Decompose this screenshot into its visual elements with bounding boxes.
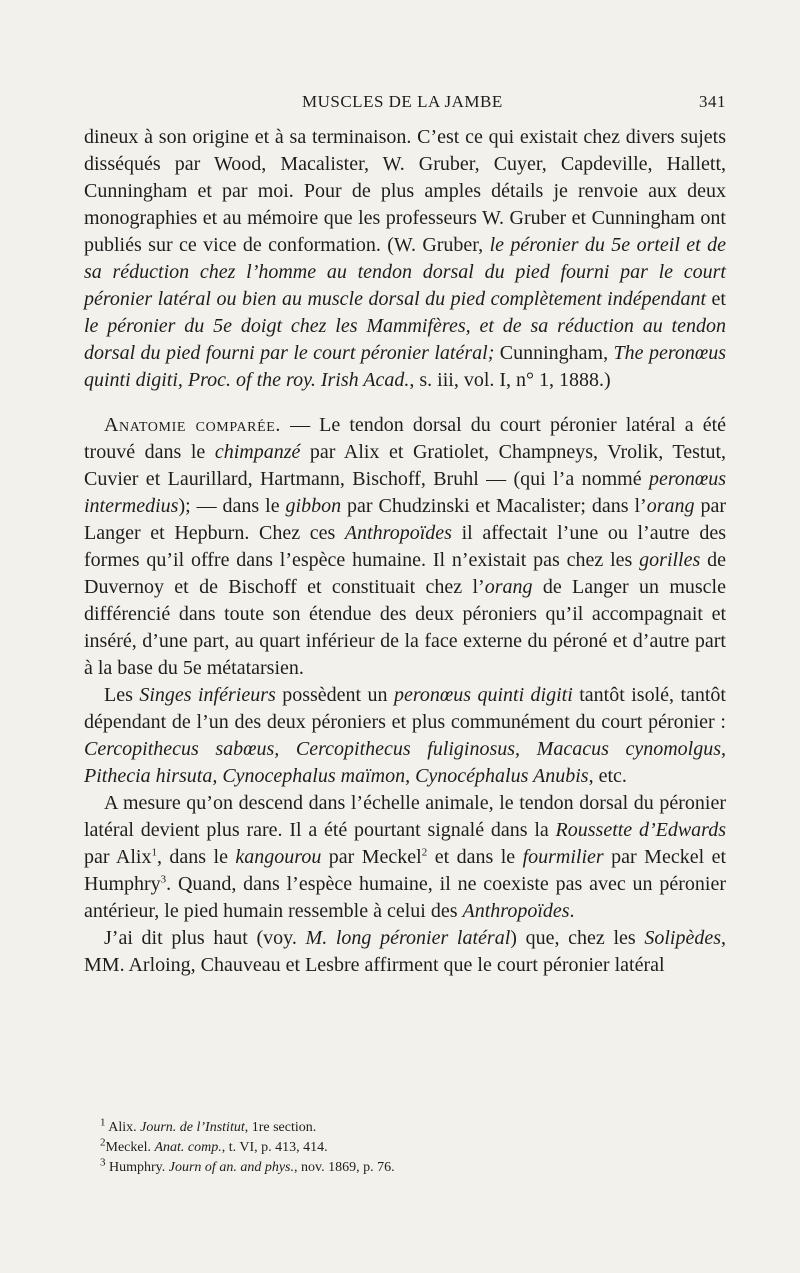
footnote-1 bbox=[100, 1118, 720, 1138]
running-header bbox=[84, 92, 726, 116]
footnote-ref[interactable]: 1 bbox=[151, 846, 157, 859]
footnotes bbox=[100, 1118, 720, 1178]
text-span: il affectait l’une ou l’autre des formes qu’il offre dans l’espèce humaine. Il n’existait pas chez les bbox=[84, 522, 726, 571]
footnote-mark: 3 bbox=[100, 1156, 106, 1169]
footnote-ref[interactable]: 2 bbox=[421, 846, 428, 859]
footnote-text: Meckel. bbox=[105, 1140, 155, 1155]
running-title: MUSCLES DE LA JAMBE bbox=[302, 92, 503, 111]
italic-span: orang bbox=[646, 495, 695, 517]
italic-span: The peronœus quinti digiti, Proc. of the roy. Irish Acad. bbox=[84, 342, 726, 391]
italic-span: Cercopithecus sabœus, Cercopithecus fuliginosus, Macacus cynomolgus, Pithecia hirsuta, Cynocephalus maïmon, Cynocéphalus Anubis bbox=[84, 738, 726, 787]
section-heading: Anatomie comparée. bbox=[104, 414, 282, 436]
italic-span: le péronier du 5e orteil et de sa réduction chez l’homme au tendon dorsal du pied fourni par le court péronier latéral ou bien au muscle dorsal du pied complètement indépendant bbox=[84, 234, 726, 310]
text-span: possèdent un bbox=[275, 684, 394, 706]
footnote-text: Alix. bbox=[105, 1120, 141, 1135]
italic-span: gorilles bbox=[639, 549, 701, 571]
text-span: Les bbox=[104, 684, 140, 706]
paragraph-anatomie-comparee bbox=[84, 412, 726, 682]
footnote-text: Humphry. bbox=[105, 1160, 169, 1175]
text-span: . Quand, dans l’espèce humaine, il ne coexiste pas avec un péronier antérieur, le pied humain ressemble à celui des bbox=[84, 873, 726, 922]
text-span: tantôt isolé, tantôt dépendant de l’un des deux péroniers et plus communément du court péronier : bbox=[84, 684, 726, 733]
text-span: J’ai dit plus haut (voy. bbox=[104, 927, 306, 949]
paragraph-singes bbox=[84, 682, 726, 790]
italic-span: le péronier du 5e doigt chez les Mammifères, et de sa réduction au tendon dorsal du pied fourni par le court péronier latéral; bbox=[84, 315, 726, 364]
text-span: de Langer un muscle différencié dans toute son étendue des deux péroniers qu’il accompagnait et inséré, d’une part, au quart inférieur de la face externe du péroné et d’autre part à la base du 5e métatarsien. bbox=[84, 576, 726, 679]
footnote-3 bbox=[100, 1158, 720, 1178]
text-span: par Chudzinski et Macalister; dans l’ bbox=[341, 495, 647, 517]
text-span: de Duvernoy et de Bischoff et constituait chez l’ bbox=[84, 549, 726, 598]
italic-span: Anthropoïdes bbox=[344, 522, 452, 544]
italic-span: peronœus intermedius bbox=[84, 468, 726, 517]
paragraph-echelle-animale bbox=[84, 790, 726, 925]
paragraph-solipedes bbox=[84, 925, 726, 979]
italic-span: peronœus quinti digiti bbox=[393, 684, 573, 706]
text-span: et bbox=[706, 288, 726, 310]
italic-span: kangourou bbox=[235, 846, 322, 868]
text-span: A mesure qu’on descend dans l’échelle animale, le tendon dorsal du péronier latéral devient plus rare. Il a été pourtant signalé dans la bbox=[84, 792, 726, 841]
italic-span: gibbon bbox=[285, 495, 342, 517]
italic-span: Anthropoïdes bbox=[462, 900, 570, 922]
text-span: Cunningham, bbox=[494, 342, 614, 364]
footnote-italic: Journ of an. and phys. bbox=[168, 1160, 294, 1175]
main-text bbox=[84, 124, 726, 979]
paragraph-1 bbox=[84, 124, 726, 394]
footnote-text: , nov. 1869, p. 76. bbox=[293, 1160, 395, 1175]
text-span: ); — dans le bbox=[178, 495, 286, 517]
italic-span: orang bbox=[484, 576, 533, 598]
text-span: , s. iii, vol. I, n° 1, 1888.) bbox=[409, 369, 611, 391]
text-span: par Langer et Hepburn. Chez ces bbox=[84, 495, 727, 544]
footnote-italic: Journ. de l’Institut bbox=[140, 1120, 245, 1135]
footnote-2 bbox=[100, 1138, 720, 1158]
footnote-text: , t. VI, p. 413, 414. bbox=[221, 1140, 328, 1155]
text-span: par Meckel et Humphry bbox=[84, 846, 727, 895]
text-span: par Meckel bbox=[321, 846, 422, 868]
text-span: par Alix et Gratiolet, Champneys, Vrolik, Testut, Cuvier et Laurillard, Hartmann, Bischoff, Bruhl — (qui l’a nommé bbox=[84, 441, 727, 490]
italic-span: Roussette d’Edwards bbox=[555, 819, 726, 841]
text-span: — Le tendon dorsal du court péronier latéral a été trouvé dans le bbox=[84, 414, 727, 463]
footnote-ref[interactable]: 3 bbox=[160, 873, 167, 886]
page-number: 341 bbox=[699, 92, 726, 111]
footnote-text: , 1re section. bbox=[244, 1120, 317, 1135]
footnote-mark: 2 bbox=[100, 1136, 106, 1149]
text-span: par Alix bbox=[84, 846, 152, 868]
text-span: , dans le bbox=[156, 846, 236, 868]
italic-span: fourmilier bbox=[522, 846, 604, 868]
text-span: , MM. Arloing, Chauveau et Lesbre affirment que le court péronier latéral bbox=[84, 927, 727, 976]
italic-span: chimpanzé bbox=[214, 441, 301, 463]
footnote-italic: Anat. comp. bbox=[154, 1140, 222, 1155]
italic-span: Solipèdes bbox=[644, 927, 722, 949]
footnote-mark: 1 bbox=[100, 1116, 106, 1129]
italic-span: M. long péronier latéral bbox=[305, 927, 511, 949]
text-span: ) que, chez les bbox=[510, 927, 645, 949]
text-span: , etc. bbox=[588, 765, 627, 787]
italic-span: Singes inférieurs bbox=[139, 684, 276, 706]
text-span: et dans le bbox=[427, 846, 523, 868]
text-span: dineux à son origine et à sa terminaison. C’est ce qui existait chez divers sujets disséqués par Wood, Macalister, W. Gruber, Cuyer, Capdeville, Hallett, Cunningham et par moi. Pour de plus amples détails je renvoie aux deux monographies et au mémoire que les professeurs W. Gruber et Cunningham ont publiés sur ce vice de conformation. (W. Gruber, bbox=[84, 126, 726, 256]
text-span: . bbox=[569, 900, 575, 922]
